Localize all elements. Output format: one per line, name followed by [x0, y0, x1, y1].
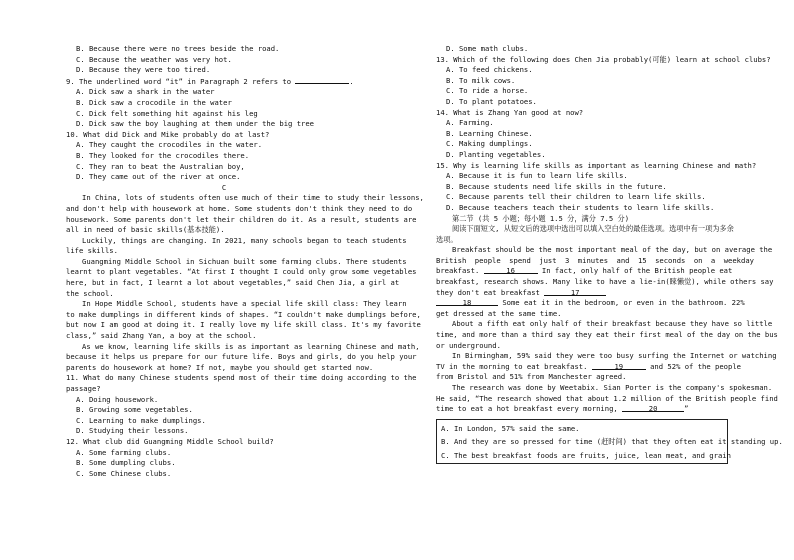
passage-line: because it helps us prepare for our future life. Boys and girls, do you help your	[66, 352, 417, 362]
passage-line: learnt to plant vegetables. “At first I thought I could only grow some vegetables	[66, 267, 417, 277]
passage-line: breakfast. 16 In fact, only half of the British people eat	[436, 266, 733, 276]
q13-option-c: C. To ride a horse.	[446, 86, 529, 96]
q10-stem: 10. What did Dick and Mike probably do at last?	[66, 129, 270, 139]
q13-option-d: D. To plant potatoes.	[446, 96, 537, 106]
passage-line: Luckily, things are changing. In 2021, many schools began to teach students	[82, 235, 407, 245]
section2-instruction: 阅读下面短文, 从短文后的选项中选出可以填入空白处的最佳选项。选项中有一项为多余	[452, 224, 734, 234]
options-box	[436, 419, 783, 465]
q12-option-b: B. Some dumpling clubs.	[76, 458, 176, 468]
q11-option-d: D. Studying their lessons.	[76, 426, 189, 436]
q15-stem: 15. Why is learning life skills as important as learning Chinese and math?	[436, 160, 757, 170]
blank-19: 19	[592, 362, 646, 370]
q15-option-a: A. Because it is fun to learn life skills.	[446, 171, 628, 181]
passage-line: He said, “The research showed that about 1.2 million of the British people find	[436, 393, 778, 403]
passage-line: get dressed at the same time.	[436, 308, 562, 318]
q9-option-c: C. Dick felt something hit against his leg	[76, 108, 258, 118]
passage-line: from Bristol and 51% from Manchester agreed.	[436, 372, 627, 382]
passage-line: but now I am good at doing it. I really love my life skill class. It's my favorite	[66, 320, 421, 330]
q14-option-b: B. Learning Chinese.	[446, 128, 533, 138]
q11-option-c: C. Learning to make dumplings.	[76, 415, 206, 425]
passage-line: time to eat a hot breakfast every morning, 20 ”	[436, 404, 689, 414]
q10-option-c: C. They ran to beat the Australian boy,	[76, 161, 245, 171]
passage-line: parents do housework at home? If not, maybe you should get started now.	[66, 362, 374, 372]
q9-stem: 9. The underlined word “it” in Paragraph 2 refers to .	[66, 76, 354, 86]
section2-instruction-cont: 选项。	[436, 234, 458, 244]
q13-option-b: B. To milk cows.	[446, 75, 516, 85]
q9-option-a: A. Dick saw a shark in the water	[76, 87, 215, 97]
q12-stem: 12. What club did Guangming Middle School build?	[66, 436, 274, 446]
box-option-b: B. And they are so pressed for time (赶时间) that they often eat it standing up.	[441, 437, 783, 447]
box-option-a: A. In London, 57% said the same.	[441, 423, 580, 433]
q14-stem: 14. What is Zhang Yan good at now?	[436, 107, 584, 117]
passage-line: In Birmingham, 59% said they were too busy surfing the Internet or watching	[452, 351, 777, 361]
section-c-heading: C	[221, 182, 227, 192]
section2-title: 第二节 (共 5 小题；每小题 1.5 分，满分 7.5 分)	[452, 213, 630, 223]
passage-line: life skills.	[66, 246, 118, 256]
passage-line: and don't help with housework at home. Some students don't think they need to do	[66, 203, 413, 213]
q13-stem: 13. Which of the following does Chen Jia probably(可能) learn at school clubs?	[436, 54, 771, 64]
q8-option-c: C. Because the weather was very hot.	[76, 54, 232, 64]
passage-line: British people spend just 3 minutes and 15 seconds on a weekday	[436, 255, 754, 265]
q12-option-c: C. Some Chinese clubs.	[76, 468, 172, 478]
q15-option-c: C. Because parents tell their children to learn life skills.	[446, 192, 706, 202]
passage-line: In China, lots of students often use much of their time to study their lessons,	[82, 193, 424, 203]
box-option-c: C. The best breakfast foods are fruits, juice, lean meat, and grain	[441, 450, 731, 460]
q9-answer-blank	[295, 76, 349, 84]
passage-line: Breakfast should be the most important meal of the day, but on average the	[452, 245, 773, 255]
q11-option-b: B. Growing some vegetables.	[76, 405, 193, 415]
q10-option-d: D. They came out of the river at once.	[76, 172, 241, 182]
passage-line: In Hope Middle School, students have a special life skill class: They learn	[82, 299, 407, 309]
q14-option-a: A. Farming.	[446, 118, 494, 128]
passage-line: 18 Some eat it in the bedroom, or even in the bathroom. 22%	[436, 298, 754, 309]
passage-line: class,” said Zhang Yan, a boy at the school.	[66, 331, 257, 341]
q15-option-b: B. Because students need life skills in the future.	[446, 181, 667, 191]
passage-line: As we know, learning life skills is as important as learning Chinese and math,	[82, 341, 420, 351]
q13-option-a: A. To feed chickens.	[446, 65, 533, 75]
passage-line: TV in the morning to eat breakfast. 19 and 52% of the people	[436, 361, 741, 371]
passage-line: time, and more than a third say they eat their first meal of the day on the bus	[436, 330, 778, 340]
q9-option-b: B. Dick saw a crocodile in the water	[76, 97, 232, 107]
q14-option-c: C. Making dumplings.	[446, 139, 533, 149]
right-column	[436, 44, 783, 464]
left-column	[66, 44, 424, 479]
blank-18: 18	[436, 298, 498, 306]
q11-stem: 11. What do many Chinese students spend most of their time doing according to the	[66, 373, 417, 383]
passage-line: Guangming Middle School in Sichuan built some farming clubs. There students	[82, 256, 407, 266]
passage-line: all in need of basic skills(基本技能).	[66, 225, 225, 235]
blank-16: 16	[484, 266, 538, 274]
q12-option-a: A. Some farming clubs.	[76, 447, 172, 457]
passage-line: the school.	[66, 288, 114, 298]
passage-line: they don't eat breakfast 17	[436, 288, 754, 299]
q10-option-b: B. They looked for the crocodiles there.	[76, 150, 250, 160]
passage-line: to make dumplings in different kinds of shapes. “I couldn't make dumplings before,	[66, 309, 421, 319]
blank-20: 20	[622, 404, 684, 412]
passage-line: The research was done by Weetabix. Sian Porter is the company's spokesman.	[452, 383, 773, 392]
q8-option-d: D. Because they were too tired.	[76, 65, 211, 75]
q11-option-a: A. Doing housework.	[76, 394, 159, 404]
q11-stem-cont: passage?	[66, 384, 101, 393]
q14-option-d: D. Planting vegetables.	[446, 149, 546, 159]
passage-line: or underground.	[436, 340, 501, 350]
passage-line: housework. Some parents don't let their children do it. As a result, students are	[66, 214, 417, 224]
q9-option-d: D. Dick saw the boy laughing at them under the big tree	[76, 119, 314, 129]
passage-line: About a fifth eat only half of their breakfast because they have so little	[452, 319, 773, 329]
q12-option-d: D. Some math clubs.	[446, 44, 529, 53]
blank-17: 17	[544, 288, 606, 296]
passage-line: here, but in fact, I learnt a lot about vegetables,” said Chen Jia, a girl at	[66, 278, 400, 288]
q15-option-d: D. Because teachers teach their students to learn life skills.	[446, 202, 715, 212]
q10-option-a: A. They caught the crocodiles in the water.	[76, 140, 263, 150]
passage-line: breakfast, research shows. Many like to have a lie-in(睞懒觉), while others say	[436, 277, 774, 287]
q8-option-b: B. Because there were no trees beside the road.	[76, 44, 280, 53]
